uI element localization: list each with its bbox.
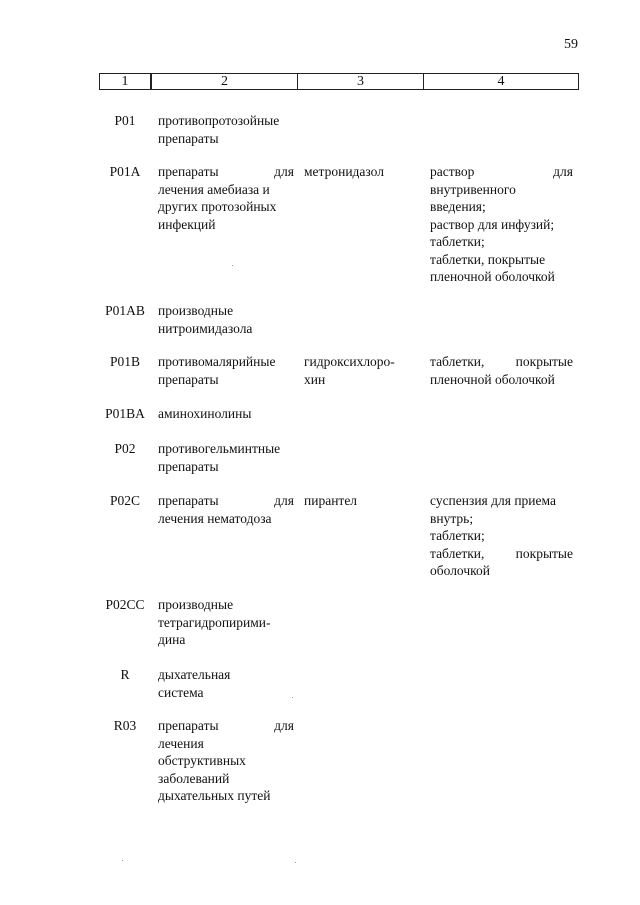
row-dosage-form [430, 353, 573, 388]
row-dosage-form-line: раствор для инфузий; [430, 216, 555, 232]
row-name [158, 492, 294, 527]
row-dosage-form [430, 163, 573, 286]
row-dosage-form-line: таблетки, покрытые [430, 354, 573, 369]
row-name [158, 440, 294, 475]
row-code: R [120, 667, 130, 682]
row-name-line: дыхательных путей [158, 788, 271, 803]
row-dosage-form-line: оболочкой [430, 563, 490, 578]
header-col-3: 3 [298, 74, 424, 89]
header-col-2: 2 [152, 74, 298, 89]
row-dosage-form-line: таблетки; [430, 528, 485, 543]
row-drug [304, 353, 414, 388]
row-code: R03 [113, 718, 137, 733]
row-name-line: препараты для [158, 718, 294, 733]
row-drug-line: хин [304, 371, 326, 387]
row-dosage-form-line: таблетки; [430, 234, 485, 249]
scan-speck [295, 862, 296, 863]
row-name-line: препараты для [158, 164, 294, 179]
row-name-line: обструктивных [158, 753, 246, 768]
page-number: 59 [564, 37, 578, 52]
row-code: P01A [109, 164, 141, 179]
row-name-line: препараты [158, 458, 219, 474]
row-name-line: препараты [158, 371, 219, 387]
row-name-line: дыхательная [158, 667, 231, 682]
row-name-line: препараты [158, 130, 219, 146]
row-code: P01 [114, 113, 136, 128]
row-name-line: противогельминтные [158, 441, 281, 456]
row-dosage-form-line: введения; [430, 199, 486, 214]
header-col-1: 1 [100, 74, 152, 89]
row-name-line: препараты для [158, 493, 294, 508]
row-name-line: противомалярийные [158, 354, 276, 369]
row-dosage-form-line: суспензия для приема [430, 493, 556, 508]
row-name-line: аминохинолины [158, 406, 252, 421]
row-name-line: производные [158, 597, 234, 612]
row-drug [304, 492, 414, 510]
row-code: P02 [114, 441, 136, 456]
row-name-line: производные [158, 303, 234, 318]
scan-speck [122, 860, 123, 861]
row-name-line: тетрагидропирими- [158, 614, 271, 630]
row-dosage-form-line: раствор для [430, 164, 573, 179]
row-name [158, 596, 294, 649]
header-col-4: 4 [497, 74, 505, 89]
row-name-line: лечения [158, 735, 204, 751]
row-code: P01AB [105, 303, 145, 318]
row-dosage-form [430, 492, 573, 580]
row-name [158, 112, 294, 147]
row-dosage-form-line: внутрь; [430, 510, 474, 526]
row-dosage-form-line: пленочной оболочкой [430, 371, 555, 387]
row-name [158, 666, 294, 701]
row-code: P02C [109, 493, 140, 508]
row-name [158, 302, 294, 337]
row-code: P01B [109, 354, 140, 369]
row-code: P01BA [105, 406, 145, 421]
row-name-line: нитроимидазола [158, 320, 253, 336]
row-drug-line: гидроксихлоро- [304, 354, 395, 369]
row-dosage-form-line: пленочной оболочкой [430, 269, 555, 284]
scan-speck [292, 697, 293, 698]
row-name-line: других протозойных [158, 199, 277, 214]
row-name-line: заболеваний [158, 770, 230, 786]
row-name [158, 353, 294, 388]
row-name-line: лечения нематодоза [158, 510, 272, 526]
row-name [158, 717, 294, 805]
row-drug-line: пирантел [304, 493, 358, 508]
row-drug-line: метронидазол [304, 164, 384, 179]
row-name-line: инфекций [158, 216, 216, 232]
row-name-line: лечения амебиаза и [158, 181, 270, 197]
scan-speck [232, 265, 233, 266]
row-code: P02CC [105, 597, 145, 612]
row-dosage-form-line: внутривенного [430, 181, 516, 197]
row-name [158, 405, 294, 423]
row-name-line: дина [158, 632, 186, 647]
row-name [158, 163, 294, 233]
row-dosage-form-line: таблетки, покрытые [430, 545, 573, 561]
row-dosage-form-line: таблетки, покрытые [430, 251, 546, 267]
row-name-line: система [158, 684, 204, 700]
row-name-line: противопротозойные [158, 113, 280, 128]
row-drug [304, 163, 414, 181]
